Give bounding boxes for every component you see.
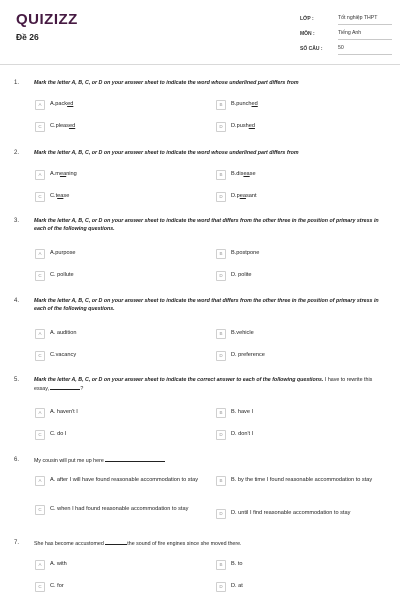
question-instruction: Mark the letter A, B, C, or D on your answer sheet to indicate the correct answer to each of the following questions. — [34, 377, 324, 383]
question-number: 6. — [14, 457, 20, 463]
option-letter: B — [216, 476, 226, 486]
option-letter: B — [216, 170, 226, 180]
option-letter: C — [35, 582, 45, 592]
underlined-part: ea — [243, 170, 250, 177]
option-letter: A — [35, 476, 45, 486]
option-letter: D — [216, 430, 226, 440]
underlined-part: ed — [248, 122, 255, 129]
question-text — [34, 457, 384, 466]
option-text: D.peasant — [231, 192, 257, 199]
option-text: B. have I — [231, 408, 254, 415]
subject-value: Tiếng Anh — [338, 30, 392, 40]
option-letter: C — [35, 271, 45, 281]
question-count-label: SỐ CÂU : — [300, 46, 323, 52]
option-text: A. audition — [50, 329, 77, 336]
option-text: A. haven't I — [50, 408, 78, 415]
question-stem: My cousin will put me up here — [34, 458, 104, 464]
question-number: 4. — [14, 298, 20, 304]
option-letter: A — [35, 100, 45, 110]
option-letter: A — [35, 249, 45, 259]
option-letter: B — [216, 560, 226, 570]
question-text: Mark the letter A, B, C, or D on your answer sheet to indicate the word whose underlined part differs from — [34, 150, 299, 156]
option-text: A.packed — [50, 100, 74, 107]
option-text: D. preference — [231, 351, 265, 358]
answer-blank — [105, 540, 127, 545]
subject-label: MÔN : — [300, 31, 315, 37]
option-letter: C — [35, 351, 45, 361]
underlined-part: ed — [68, 122, 76, 129]
exam-title: Đề 26 — [16, 32, 39, 42]
option-text: C. when I had found reasonable accommodation to stay — [50, 505, 189, 512]
option-letter: D — [216, 271, 226, 281]
option-letter: C — [35, 505, 45, 515]
option-letter: B — [216, 408, 226, 418]
option-text: C.pleased — [50, 122, 76, 129]
option-text: B.punched — [231, 100, 258, 107]
option-text: D.pushed — [231, 122, 255, 129]
class-label: LỚP : — [300, 16, 314, 22]
option-text: B.postpone — [231, 249, 260, 256]
option-text: B.vehicle — [231, 329, 254, 336]
option-text: B.disease — [231, 170, 256, 177]
class-value: Tốt nghiệp THPT — [338, 15, 392, 25]
question-count-value: 50 — [338, 45, 392, 55]
option-text: B. by the time I found reasonable accommodation to stay — [231, 476, 373, 483]
underlined-part: ea — [239, 192, 246, 199]
question-number: 7. — [14, 540, 20, 546]
option-text: C. do I — [50, 430, 67, 437]
option-letter: D — [216, 192, 226, 202]
quizizz-logo: QUIZIZZ — [16, 11, 78, 28]
option-text: B. to — [231, 560, 243, 567]
option-letter: D — [216, 582, 226, 592]
option-text: C.tease — [50, 192, 70, 199]
option-letter: A — [35, 408, 45, 418]
worksheet-header — [0, 0, 400, 62]
header-divider — [0, 64, 400, 65]
option-letter: B — [216, 249, 226, 259]
option-text: A.meaning — [50, 170, 77, 177]
option-text: C. pollute — [50, 271, 74, 278]
option-letter: D — [216, 509, 226, 519]
question-end: ? — [80, 385, 84, 392]
underlined-part: ed — [251, 100, 258, 107]
question-number: 1. — [14, 80, 20, 86]
option-letter: C — [35, 122, 45, 132]
option-letter: D — [216, 351, 226, 361]
option-text: D. polite — [231, 271, 252, 278]
option-letter: A — [35, 560, 45, 570]
question-text: Mark the letter A, B, C, or D on your answer sheet to indicate the word that differs from the other three in the position of primary stress in each of the following questions. — [34, 218, 379, 232]
question-stem: I have to rewrite this essay, — [34, 377, 373, 392]
option-letter: B — [216, 329, 226, 339]
option-text: D. don't I — [231, 430, 254, 437]
question-number: 5. — [14, 377, 20, 383]
underlined-part: ed — [67, 100, 74, 107]
question-number: 3. — [14, 218, 20, 224]
question-text — [34, 540, 384, 549]
option-letter: A — [35, 170, 45, 180]
question-text: Mark the letter A, B, C, or D on your answer sheet to indicate the word that differs from the other three in the position of primary stress in each of the following questions. — [34, 298, 379, 312]
option-text: D. until I find reasonable accommodation to stay — [231, 509, 351, 516]
underlined-part: ea — [59, 170, 67, 177]
question-number: 2. — [14, 150, 20, 156]
option-letter: C — [35, 430, 45, 440]
option-text: A. with — [50, 560, 67, 567]
option-letter: C — [35, 192, 45, 202]
option-text: C.vacancy — [50, 351, 77, 358]
question-text — [34, 377, 384, 393]
option-letter: B — [216, 100, 226, 110]
question-stem-end: the sound of fire engines since she moved there. — [127, 541, 242, 547]
answer-blank — [105, 457, 165, 462]
option-text: A.purpose — [50, 249, 76, 256]
answer-blank — [50, 385, 80, 390]
option-text: D. at — [231, 582, 243, 589]
question-text: Mark the letter A, B, C, or D on your answer sheet to indicate the word whose underlined part differs from — [34, 80, 299, 86]
option-letter: A — [35, 329, 45, 339]
question-stem: She has become accustomed — [34, 541, 104, 547]
option-letter: D — [216, 122, 226, 132]
option-text: C. for — [50, 582, 64, 589]
underlined-part: ea — [57, 192, 64, 199]
option-text: A. after I will have found reasonable accommodation to stay — [50, 476, 199, 483]
